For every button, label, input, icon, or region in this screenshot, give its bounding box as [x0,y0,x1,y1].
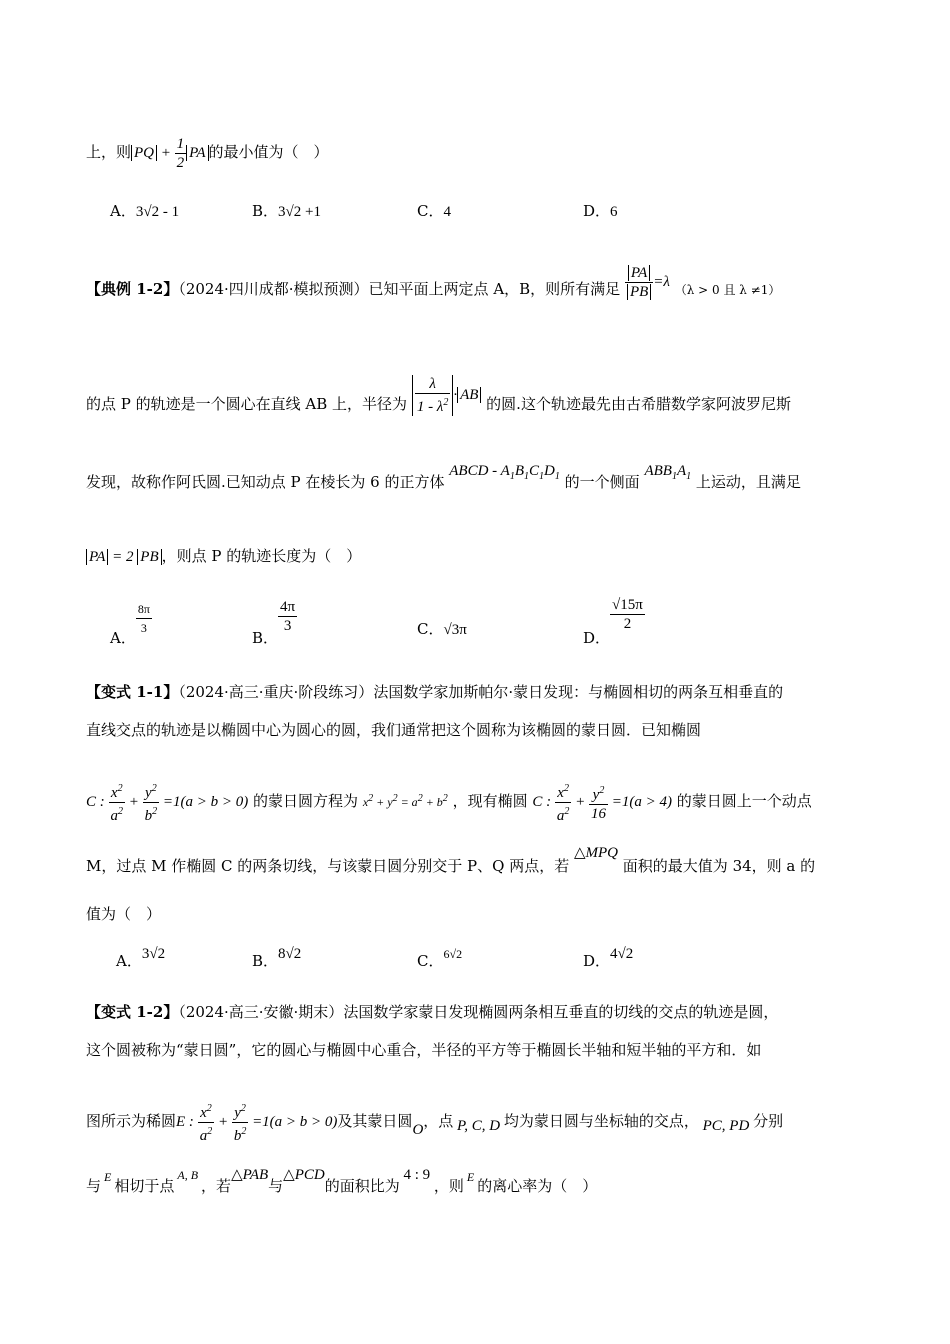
formula-e-2: E [463,1170,478,1184]
v11-text3b: ，现有椭圆 [452,791,528,810]
v11-line5 [86,904,161,924]
v12-text4g: 的离心率为（ ） [477,1177,598,1195]
v12-text4c: ，若 [201,1177,232,1195]
v12-text4a: 与 [86,1177,102,1195]
v12-line3 [86,1100,783,1145]
v12-text3c: ，点 [423,1111,454,1130]
ex12-text2b: 的圆.这个轨迹最先由古希腊数学家阿波罗尼斯 [486,394,791,413]
v11-line4 [86,845,816,877]
v11-option-d[interactable]: D．4√2 [583,946,634,970]
ex12-option-b[interactable]: B． $\frac{4\pi}{3}$ [252,599,296,647]
formula-triangle-mpq: △MPQ [573,845,619,861]
q-prev-suffix: 的最小值为（ ） [208,142,329,161]
ex12-text3b: 的一个侧面 [564,473,640,491]
v12-text4b: 相切于点 [114,1177,175,1195]
v11-text4a: M，过点 M 作椭圆 C 的两条切线，与该蒙日圆分别交于 P、Q 两点，若 [86,857,570,875]
q-prev-option-b[interactable]: B．3√2 +1 [252,202,321,220]
formula-e-1: E [101,1170,115,1184]
v12-text4e: 的面积比为 [324,1177,400,1195]
q-prev-prefix: 上，则 [86,142,132,161]
ex12-option-c[interactable]: C．√3π [417,620,467,638]
ex12-line2 [86,376,791,426]
ex12-line1 [86,265,781,309]
v12-line1 [86,1002,778,1022]
formula-face: $ABB_1A_1$ [644,463,692,482]
v11-option-a[interactable]: A．3√2 [116,946,166,970]
v11-text2: 直线交点的轨迹是以椭圆中心为圆心的圆，我们通常把这个圆称为该椭圆的蒙日圆．已知椭圆 [86,721,702,739]
formula-pa-2pb: PA = 2 PB [86,549,162,565]
ex12-text4: ，则点 P 的轨迹长度为（ ） [161,547,362,565]
formula-cube: ABCD - $A_1B_1C_1D_1$ [449,463,560,482]
formula-triangle-pcd: △PCD [283,1167,325,1183]
v12-text3a: 图所示为稀圆 [86,1111,177,1130]
q-prev-option-a[interactable]: A．3√2 - 1 [110,202,180,220]
formula-pcd: P, C, D [453,1117,504,1134]
v12-source: （2024·高三·安徽·期末） [178,1003,344,1021]
formula-pa-pb-ratio: $\frac{PA}{PB}$ =λ [625,274,670,290]
v12-text4d: 与 [268,1177,284,1195]
formula-ellipse-e: E : $\frac{x^2}{a^2}$ + $\frac{y^2}{b^2}$ =1(a > b > 0) [176,1114,337,1130]
v11-source: （2024·高三·重庆·阶段练习） [178,683,374,701]
v11-line3 [86,780,812,825]
v11-text3c: 的蒙日圆上一个动点 [676,791,812,810]
formula-pq-pa: PQ + $\frac{1}{2}$ PA [131,145,209,161]
v12-tag: 【变式 1-2】 [86,1003,179,1021]
q-prev-option-d[interactable]: D．6 [583,202,618,220]
v12-text1: 法国数学家蒙日发现椭圆两条相互垂直的切线的交点的轨迹是圆， [343,1003,779,1021]
ex12-text1: 已知平面上两定点 A，B，则所有满足 [368,279,621,298]
q-prev-stem [86,135,329,172]
v11-tag: 【变式 1-1】 [86,683,179,701]
formula-pc-pd: PC, PD [698,1117,754,1134]
formula-ellipse-c: C : $\frac{x^2}{a^2}$ + $\frac{y^2}{b^2}$ =1(a > b > 0) [86,794,248,810]
ex12-text3a: 发现，故称作阿氏圆.已知动点 P 在棱长为 6 的正方体 [86,473,445,491]
ex12-line4 [86,546,361,567]
ex12-option-d[interactable]: D． $\frac{√15\pi}{2}$ [583,597,643,647]
v11-text1: 法国数学家加斯帕尔·蒙日发现：与椭圆相切的两条互相垂直的 [373,683,784,701]
v11-text5: 值为（ ） [86,905,162,923]
v12-text3d: 均为蒙日圆与坐标轴的交点， [503,1111,699,1130]
q-prev-option-c[interactable]: C．4 [417,202,451,220]
ex12-source: （2024·四川成都·模拟预测） [178,279,369,298]
formula-o: O [412,1121,424,1138]
v11-option-b[interactable]: B．8√2 [252,946,302,970]
formula-ellipse-16: C : $\frac{x^2}{a^2}$ + $\frac{y^2}{16}$ =1(a > 4) [532,794,672,810]
v11-text4b: 面积的最大值为 34，则 a 的 [622,857,816,875]
ex12-text3c: 上运动，且满足 [695,473,801,491]
formula-radius: $\frac{\lambda}{1 - \lambda^2}$ · AB [412,387,482,403]
formula-triangle-pab: △PAB [231,1167,269,1183]
ex12-condition: （λ > 0 且 λ ≠1） [674,282,781,297]
formula-ratio: 4 : 9 [399,1167,434,1183]
v12-text4f: ，则 [433,1177,464,1195]
v12-text3b: 及其蒙日圆 [337,1111,413,1130]
v12-text3e: 分别 [753,1111,784,1130]
v11-line2 [86,720,701,740]
ex12-line3 [86,463,801,499]
formula-monge-circle: $x^2 + y^2 = a^2 + b^2$ [362,792,448,809]
v11-text3a: 的蒙日圆方程为 [253,791,359,810]
v12-text2: 这个圆被称为“蒙日圆”，它的圆心与椭圆中心重合，半径的平方等于椭圆长半轴和短半轴的平方和．如 [86,1041,762,1059]
ex12-tag: 【典例 1-2】 [86,279,179,298]
v12-line2 [86,1040,761,1060]
formula-a-b: A, B [174,1168,202,1182]
v11-line1 [86,682,783,702]
ex12-text2a: 的点 P 的轨迹是一个圆心在直线 AB 上，半径为 [86,394,408,413]
ex12-option-a[interactable]: A． $\frac{8\pi}{3}$ [110,602,150,647]
v11-option-c[interactable]: C．$^{6√2}$ [417,947,463,970]
v12-line4 [86,1167,598,1197]
